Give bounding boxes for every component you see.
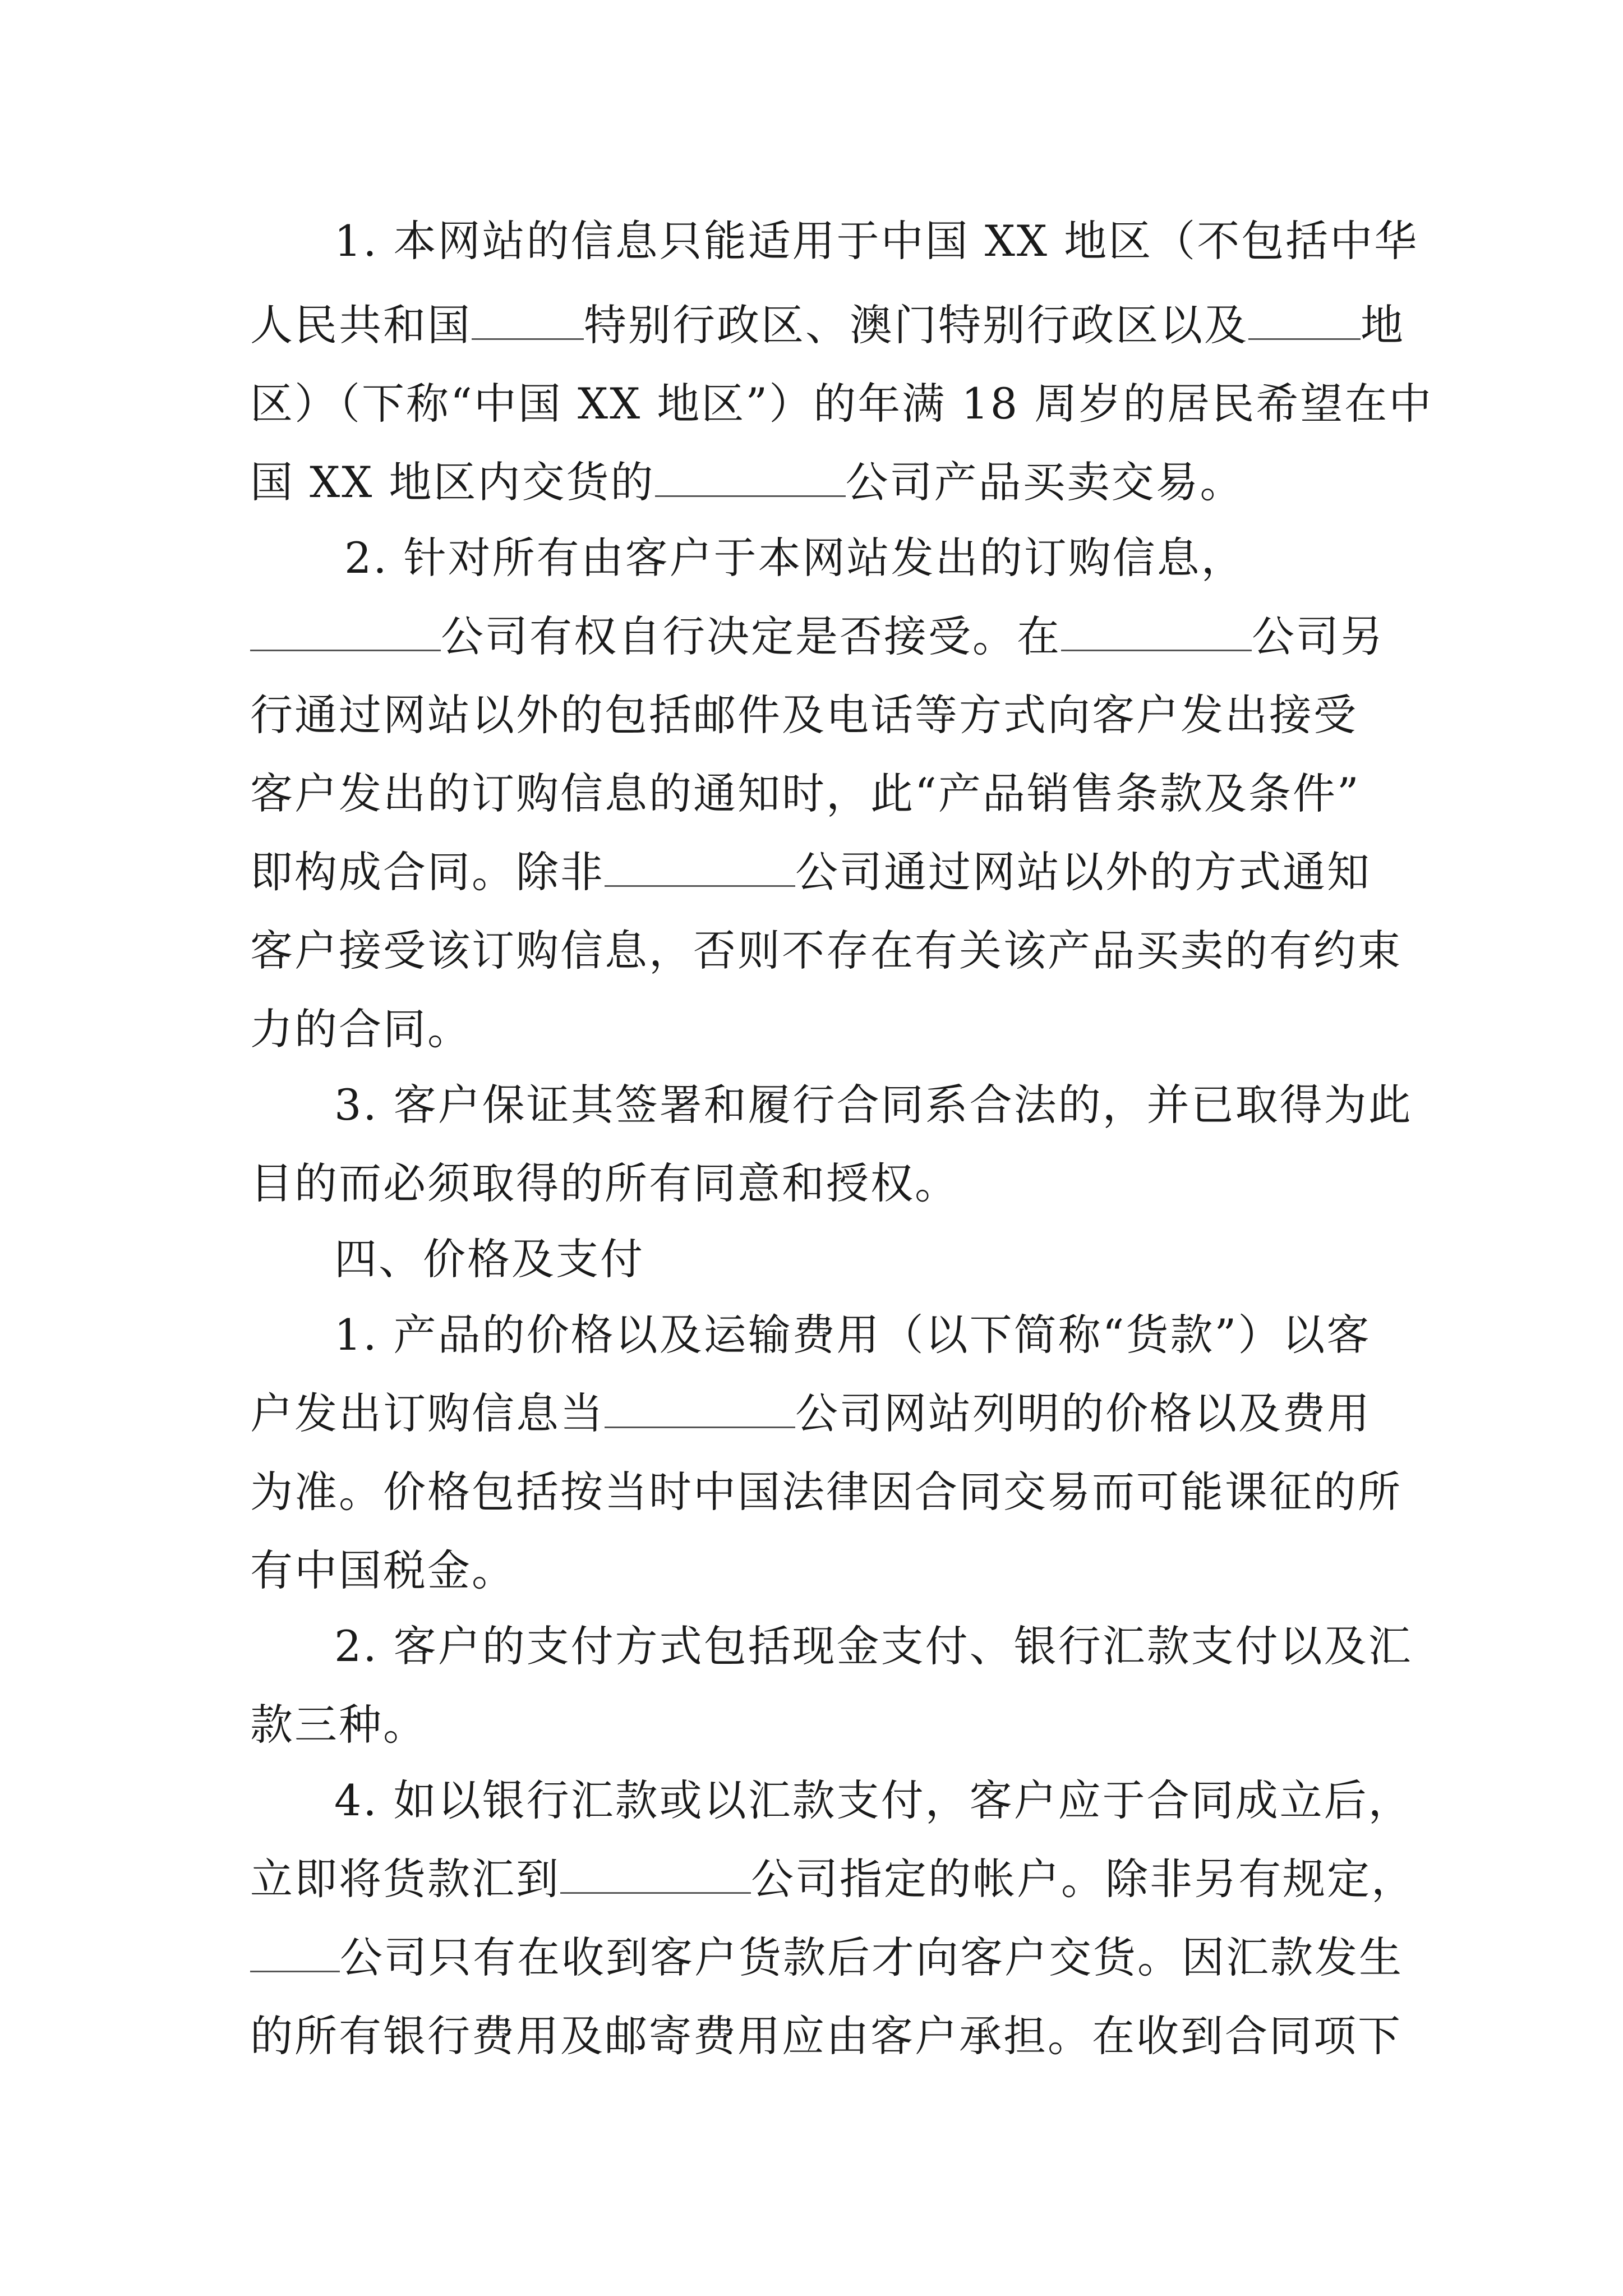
paragraph-5-line-1 (334, 1604, 1413, 1688)
paragraph-3-line-1 (334, 1063, 1413, 1147)
paragraph-1-line-1 (334, 199, 1419, 283)
text-run: 特别行政区、澳门特别行政区以及 (584, 300, 1248, 350)
section-heading-price-payment (334, 1217, 1383, 1301)
text-run: 客户接受该订购信息，否则不存在有关该产品买卖的有约束 (250, 926, 1402, 976)
text-run: 公司产品买卖交易。 (845, 457, 1244, 507)
text-run: 公司另 (1252, 611, 1385, 661)
text-run: 1. 产品的价格以及运输费用（以下简称“货款”）以客 (334, 1310, 1371, 1360)
fill-in-blank (472, 302, 584, 340)
paragraph-2-line-1 (344, 516, 1383, 600)
text-run: 公司指定的帐户。除非另有规定， (751, 1854, 1415, 1904)
text-run: 力的合同。 (250, 1004, 472, 1054)
paragraph-4-line-2 (250, 1372, 1383, 1456)
text-run: 客户发出的订购信息的通知时，此“产品销售条款及条件” (250, 769, 1361, 818)
fill-in-blank (655, 459, 846, 497)
paragraph-4-line-4 (250, 1529, 1383, 1613)
text-run: 1. 本网站的信息只能适用于中国 XX 地区（不包括中华 (334, 216, 1419, 266)
paragraph-1-line-3 (250, 362, 1433, 446)
paragraph-5-line-2 (250, 1683, 1383, 1767)
paragraph-4-line-1 (334, 1293, 1383, 1377)
paragraph-6-line-3 (250, 1916, 1403, 2000)
paragraph-6-line-1 (334, 1759, 1413, 1843)
text-run: 人民共和国 (250, 300, 472, 350)
text-run: 四、价格及支付 (334, 1234, 644, 1284)
fill-in-blank (1248, 302, 1361, 340)
paragraph-2-line-6 (250, 909, 1402, 993)
fill-in-blank (605, 849, 795, 887)
paragraph-6-line-2 (250, 1837, 1415, 1921)
paragraph-2-line-5 (250, 830, 1383, 914)
fill-in-blank (250, 1935, 340, 1972)
text-run: 有中国税金。 (250, 1545, 516, 1595)
text-run: 行通过网站以外的包括邮件及电话等方式向客户发出接受 (250, 690, 1358, 740)
text-run: 4. 如以银行汇款或以汇款支付，客户应于合同成立后， (334, 1775, 1413, 1825)
text-run: 公司通过网站以外的方式通知 (795, 847, 1371, 897)
text-run: 3. 客户保证其签署和履行合同系合法的，并已取得为此 (334, 1080, 1413, 1130)
text-run: 2. 客户的支付方式包括现金支付、银行汇款支付以及汇 (334, 1621, 1413, 1671)
fill-in-blank (560, 1856, 751, 1894)
fill-in-blank (1061, 614, 1252, 651)
text-run: 国 XX 地区内交货的 (250, 457, 655, 507)
text-run: 户发出订购信息当 (250, 1388, 605, 1438)
fill-in-blank (250, 614, 441, 651)
text-run: 款三种。 (250, 1700, 427, 1750)
text-run: 即构成合同。除非 (250, 847, 605, 897)
text-run: 公司有权自行决定是否接受。在 (441, 611, 1061, 661)
paragraph-3-line-2 (250, 1142, 1383, 1226)
paragraph-2-line-3 (250, 673, 1383, 757)
paragraph-2-line-7 (250, 987, 1383, 1071)
text-run: 区）（下称“中国 XX 地区”）的年满 18 周岁的居民希望在中 (250, 379, 1433, 429)
text-run: 公司只有在收到客户货款后才向客户交货。因汇款发生 (340, 1932, 1403, 1982)
text-run: 2. 针对所有由客户于本网站发出的订购信息， (344, 533, 1246, 583)
paragraph-2-line-4 (250, 752, 1383, 836)
text-run: 立即将货款汇到 (250, 1854, 560, 1904)
text-run: 为准。价格包括按当时中国法律因合同交易而可能课征的所 (250, 1467, 1402, 1517)
paragraph-1-line-4 (250, 440, 1383, 524)
text-run: 地 (1361, 300, 1405, 350)
paragraph-1-line-2 (250, 283, 1405, 367)
paragraph-4-line-3 (250, 1450, 1402, 1534)
paragraph-2-line-2 (250, 595, 1383, 679)
paragraph-6-line-4 (250, 1994, 1402, 2078)
text-run: 目的而必须取得的所有同意和授权。 (250, 1158, 959, 1208)
text-run: 的所有银行费用及邮寄费用应由客户承担。在收到合同项下 (250, 2011, 1402, 2061)
fill-in-blank (605, 1391, 795, 1428)
text-run: 公司网站列明的价格以及费用 (795, 1388, 1371, 1438)
